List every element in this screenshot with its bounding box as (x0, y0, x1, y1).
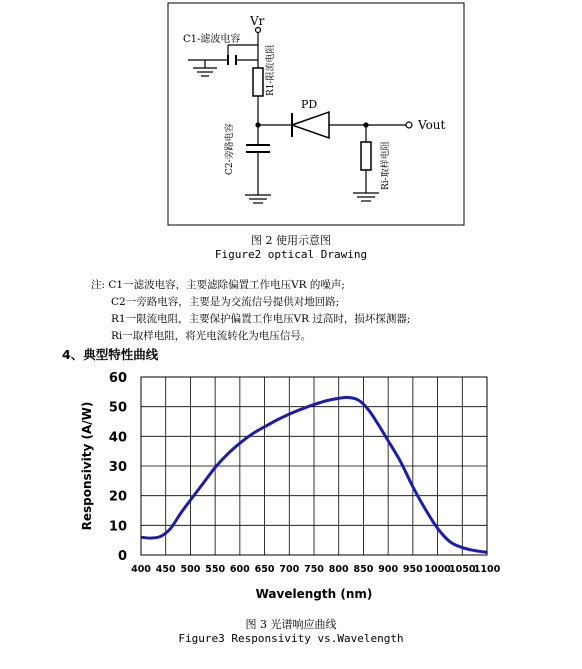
circuit-diagram (0, 0, 582, 228)
note-c1: 注: C1一滤波电容，主要滤除偏置工作电压VR 的噪声; (91, 279, 345, 291)
y-tick-label: 60 (108, 371, 127, 386)
r1-resistor (253, 68, 263, 96)
pd-diode-body (292, 112, 329, 138)
x-tick-label: 750 (304, 564, 324, 575)
y-tick-label: 20 (108, 489, 127, 505)
figure2-caption-cn: 图 2 使用示意图 (251, 234, 331, 247)
c1-label: C1-滤波电容 (183, 34, 241, 45)
x-tick-label: 900 (378, 564, 399, 575)
y-axis-label: Responsivity (A/W) (80, 401, 94, 531)
figure3-caption-en: Figure3 Responsivity vs.Wavelength (178, 632, 404, 645)
x-axis-label: Wavelength (nm) (255, 587, 373, 601)
note-r1: R1一限流电阻，主要保护偏置工作电压VR 过高时，损坏探测器; (111, 313, 411, 325)
figure2-caption-en: Figure2 optical Drawing (214, 248, 368, 261)
ri-label: Ri-取样电阻 (381, 141, 391, 190)
y-tick-label: 0 (117, 549, 127, 564)
y-tick-label: 50 (108, 400, 127, 416)
x-tick-label: 400 (131, 564, 151, 575)
y-tick-label: 40 (108, 430, 127, 446)
x-tick-label: 800 (328, 564, 349, 575)
x-tick-label: 850 (353, 564, 374, 575)
x-tick-label: 950 (402, 564, 423, 575)
c2-label: C2-旁路电容 (225, 123, 235, 175)
x-tick-label: 1050 (449, 564, 476, 575)
vr-terminal (256, 28, 261, 33)
y-tick-label: 30 (108, 460, 127, 475)
x-tick-label: 650 (254, 564, 275, 575)
ri-resistor (361, 142, 371, 170)
vout-terminal (406, 122, 412, 128)
responsivity-chart (0, 365, 582, 610)
note-ri: Ri一取样电阻，将光电流转化为电压信号。 (111, 330, 312, 342)
y-tick-label: 10 (108, 519, 127, 535)
vr-label: Vr (250, 14, 265, 28)
x-tick-label: 1100 (473, 564, 501, 575)
x-tick-label: 550 (205, 564, 226, 575)
x-tick-label: 450 (155, 564, 176, 575)
pd-label: PD (301, 98, 318, 111)
x-tick-label: 600 (229, 564, 250, 575)
vout-label: Vout (418, 118, 446, 132)
figure3-caption-cn: 图 3 光谱响应曲线 (245, 618, 337, 631)
r1-label: R1-限流电阻 (266, 44, 276, 96)
x-tick-label: 700 (279, 564, 300, 575)
x-tick-label: 500 (180, 564, 201, 575)
x-tick-label: 1000 (424, 564, 451, 575)
section-heading: 4、典型特性曲线 (62, 347, 159, 362)
note-c2: C2一旁路电容，主要是为交流信号提供对地回路; (111, 296, 340, 308)
